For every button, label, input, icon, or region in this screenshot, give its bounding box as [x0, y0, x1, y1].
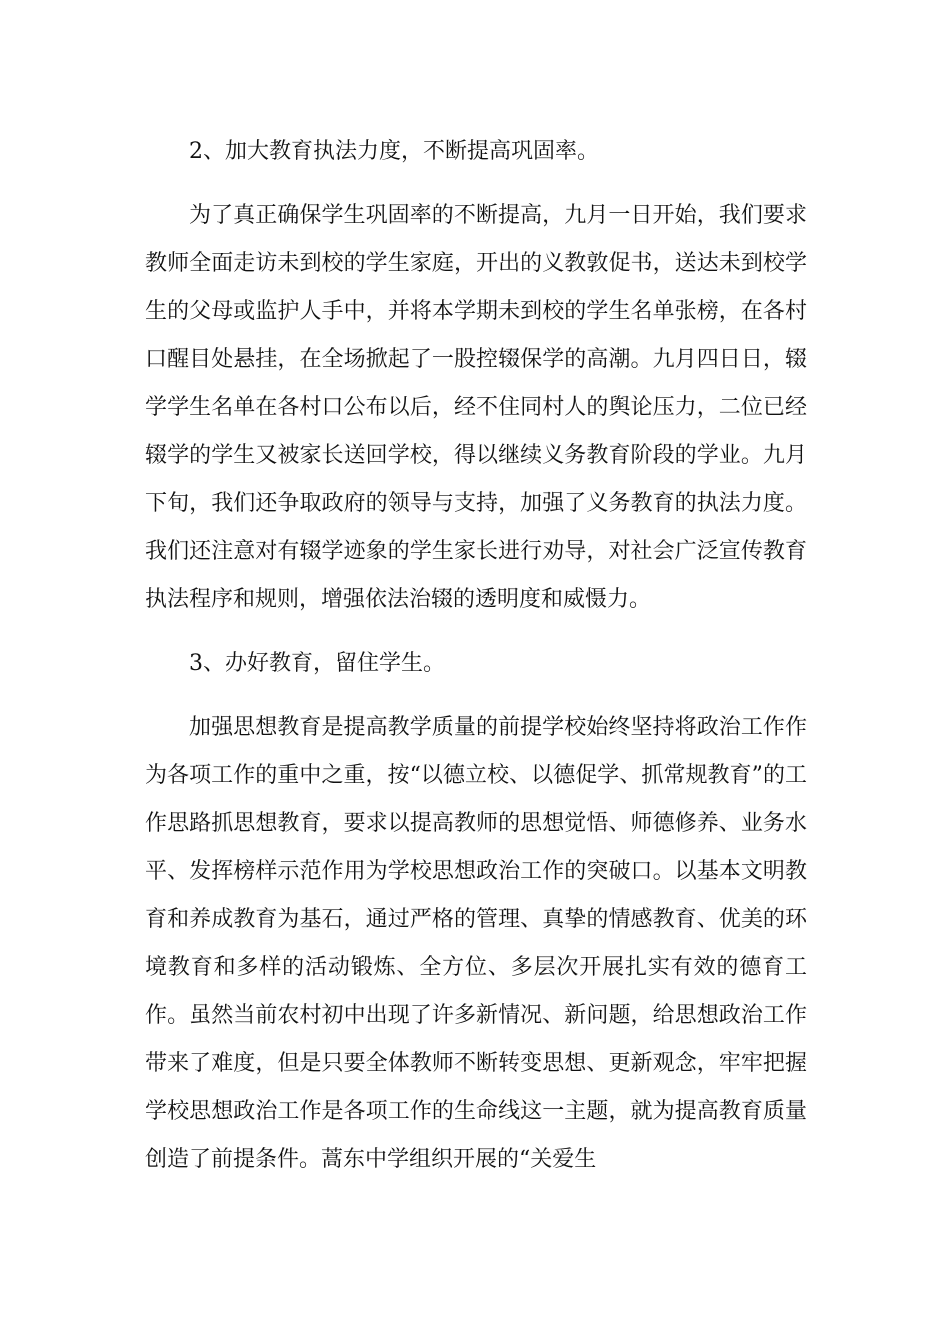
section-heading-3: 3、办好教育，留住学生。: [189, 651, 445, 676]
paragraph-enforcement: 为了真正确保学生巩固率的不断提高，九月一日开始，我们要求教师全面走访未到校的学生家庭，开出的义教敦促书，送达未到校学生的父母或监护人手中，并将本学期未到校的学生名单张榜，在各村口醒目处悬挂，在全场掀起了一股控辍保学的高潮。九月四日日，辍学学生名单在各村口公布以后，经不住同村人的舆论压力，二位已经辍学的学生又被家长送回学校，得以继续义务教育阶段的学业。九月下旬，我们还争取政府的领导与支持，加强了义务教育的执法力度。我们还注意对有辍学迹象的学生家长进行劝导，对社会广泛宣传教育执法程序和规则，增强依法治辍的透明度和威慑力。: [145, 203, 807, 612]
section-heading-2: 2、加大教育执法力度，不断提高巩固率。: [189, 139, 599, 164]
document-body: [145, 128, 807, 1200]
paragraph-ideological-education: 加强思想教育是提高教学质量的前提学校始终坚持将政治工作作为各项工作的重中之重，按“以德立校、以德促学、抓常规教育”的工作思路抓思想教育，要求以提高教师的思想觉悟、师德修养、业务水平、发挥榜样示范作用为学校思想政治工作的突破口。以基本文明教育和养成教育为基石，通过严格的管理、真挚的情感教育、优美的环境教育和多样的活动锻炼、全方位、多层次开展扎实有效的德育工作。虽然当前农村初中出现了许多新情况、新问题，给思想政治工作带来了难度，但是只要全体教师不断转变思想、更新观念，牢牢把握学校思想政治工作是各项工作的生命线这一主题，就为提高教育质量创造了前提条件。蒿东中学组织开展的“关爱生: [145, 715, 807, 1172]
